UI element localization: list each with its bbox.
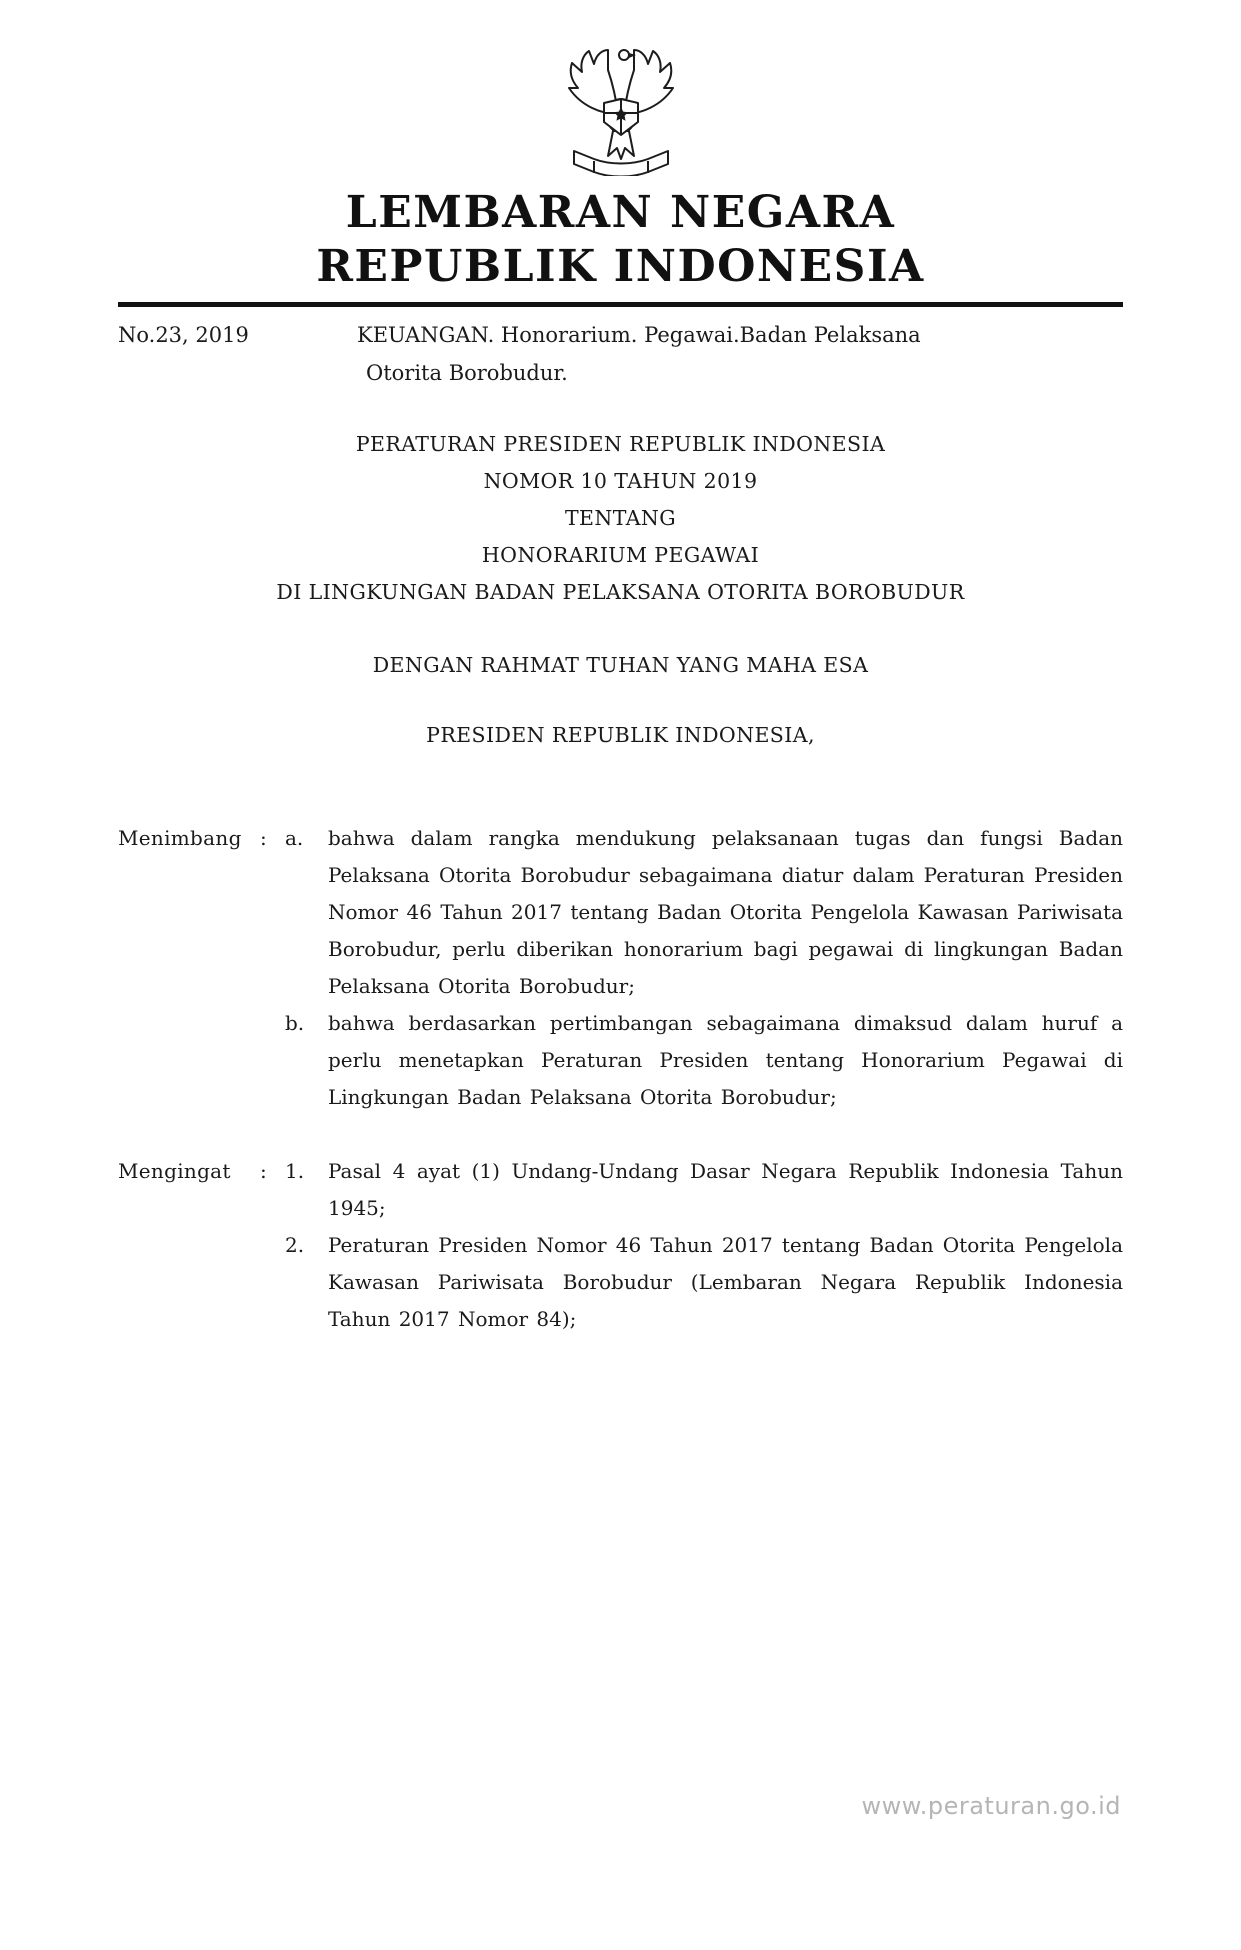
source-watermark: www.peraturan.go.id bbox=[861, 1792, 1121, 1820]
considerations-section bbox=[118, 820, 1123, 1116]
regulation-title bbox=[118, 426, 1123, 611]
item-marker: 1. bbox=[285, 1159, 305, 1183]
considerations-label: Menimbang bbox=[118, 826, 242, 850]
legal-basis-section bbox=[118, 1153, 1123, 1338]
invocation-line: DENGAN RAHMAT TUHAN YANG MAHA ESA bbox=[372, 653, 869, 677]
regulation-title-line5: DI LINGKUNGAN BADAN PELAKSANA OTORITA BOROBUDUR bbox=[276, 580, 965, 604]
legal-basis-label: Mengingat bbox=[118, 1159, 231, 1183]
gazette-meta-row bbox=[118, 316, 1123, 392]
header-rule bbox=[118, 302, 1123, 307]
subject-classification bbox=[357, 316, 1123, 392]
legal-basis-colon: : bbox=[260, 1159, 267, 1183]
item-marker: a. bbox=[285, 826, 304, 850]
item-text: Peraturan Presiden Nomor 46 Tahun 2017 tentang Badan Otorita Pengelola Kawasan Pariwisata Borobudur (Lembaran Negara Republik Indonesia Tahun 2017 Nomor 84); bbox=[328, 1233, 1123, 1331]
considerations-items bbox=[285, 820, 1123, 1116]
subject-line2: Otorita Borobudur. bbox=[366, 361, 568, 385]
consideration-item bbox=[285, 820, 1123, 1005]
item-marker: 2. bbox=[285, 1233, 305, 1257]
garuda-pancasila-emblem bbox=[561, 44, 681, 176]
gazette-number: No.23, 2019 bbox=[118, 323, 249, 347]
authority-line: PRESIDEN REPUBLIK INDONESIA, bbox=[426, 723, 815, 747]
masthead-line2: REPUBLIK INDONESIA bbox=[316, 241, 925, 292]
item-text: Pasal 4 ayat (1) Undang-Undang Dasar Negara Republik Indonesia Tahun 1945; bbox=[328, 1159, 1123, 1220]
considerations-colon: : bbox=[260, 826, 267, 850]
consideration-item bbox=[285, 1005, 1123, 1116]
legal-basis-items bbox=[285, 1153, 1123, 1338]
subject-line1: KEUANGAN. Honorarium. Pegawai.Badan Pelaksana bbox=[357, 323, 921, 347]
gazette-masthead bbox=[118, 186, 1123, 294]
item-text: bahwa dalam rangka mendukung pelaksanaan tugas dan fungsi Badan Pelaksana Otorita Borobudur sebagaimana diatur dalam Peraturan Presiden Nomor 46 Tahun 2017 tentang Badan Otorita Pengelola Kawasan Pariwisata Borobudur, perlu diberikan honorarium bagi pegawai di lingkungan Badan Pelaksana Otorita Borobudur; bbox=[328, 826, 1123, 998]
regulation-title-line4: HONORARIUM PEGAWAI bbox=[481, 543, 760, 567]
legal-basis-item bbox=[285, 1227, 1123, 1338]
regulation-title-line2: NOMOR 10 TAHUN 2019 bbox=[483, 469, 758, 493]
item-text: bahwa berdasarkan pertimbangan sebagaimana dimaksud dalam huruf a perlu menetapkan Peraturan Presiden tentang Honorarium Pegawai di Lingkungan Badan Pelaksana Otorita Borobudur; bbox=[328, 1011, 1123, 1109]
item-marker: b. bbox=[285, 1011, 305, 1035]
masthead-line1: LEMBARAN NEGARA bbox=[345, 187, 896, 238]
regulation-title-line1: PERATURAN PRESIDEN REPUBLIK INDONESIA bbox=[355, 432, 886, 456]
legal-basis-item bbox=[285, 1153, 1123, 1227]
regulation-title-line3: TENTANG bbox=[564, 506, 677, 530]
